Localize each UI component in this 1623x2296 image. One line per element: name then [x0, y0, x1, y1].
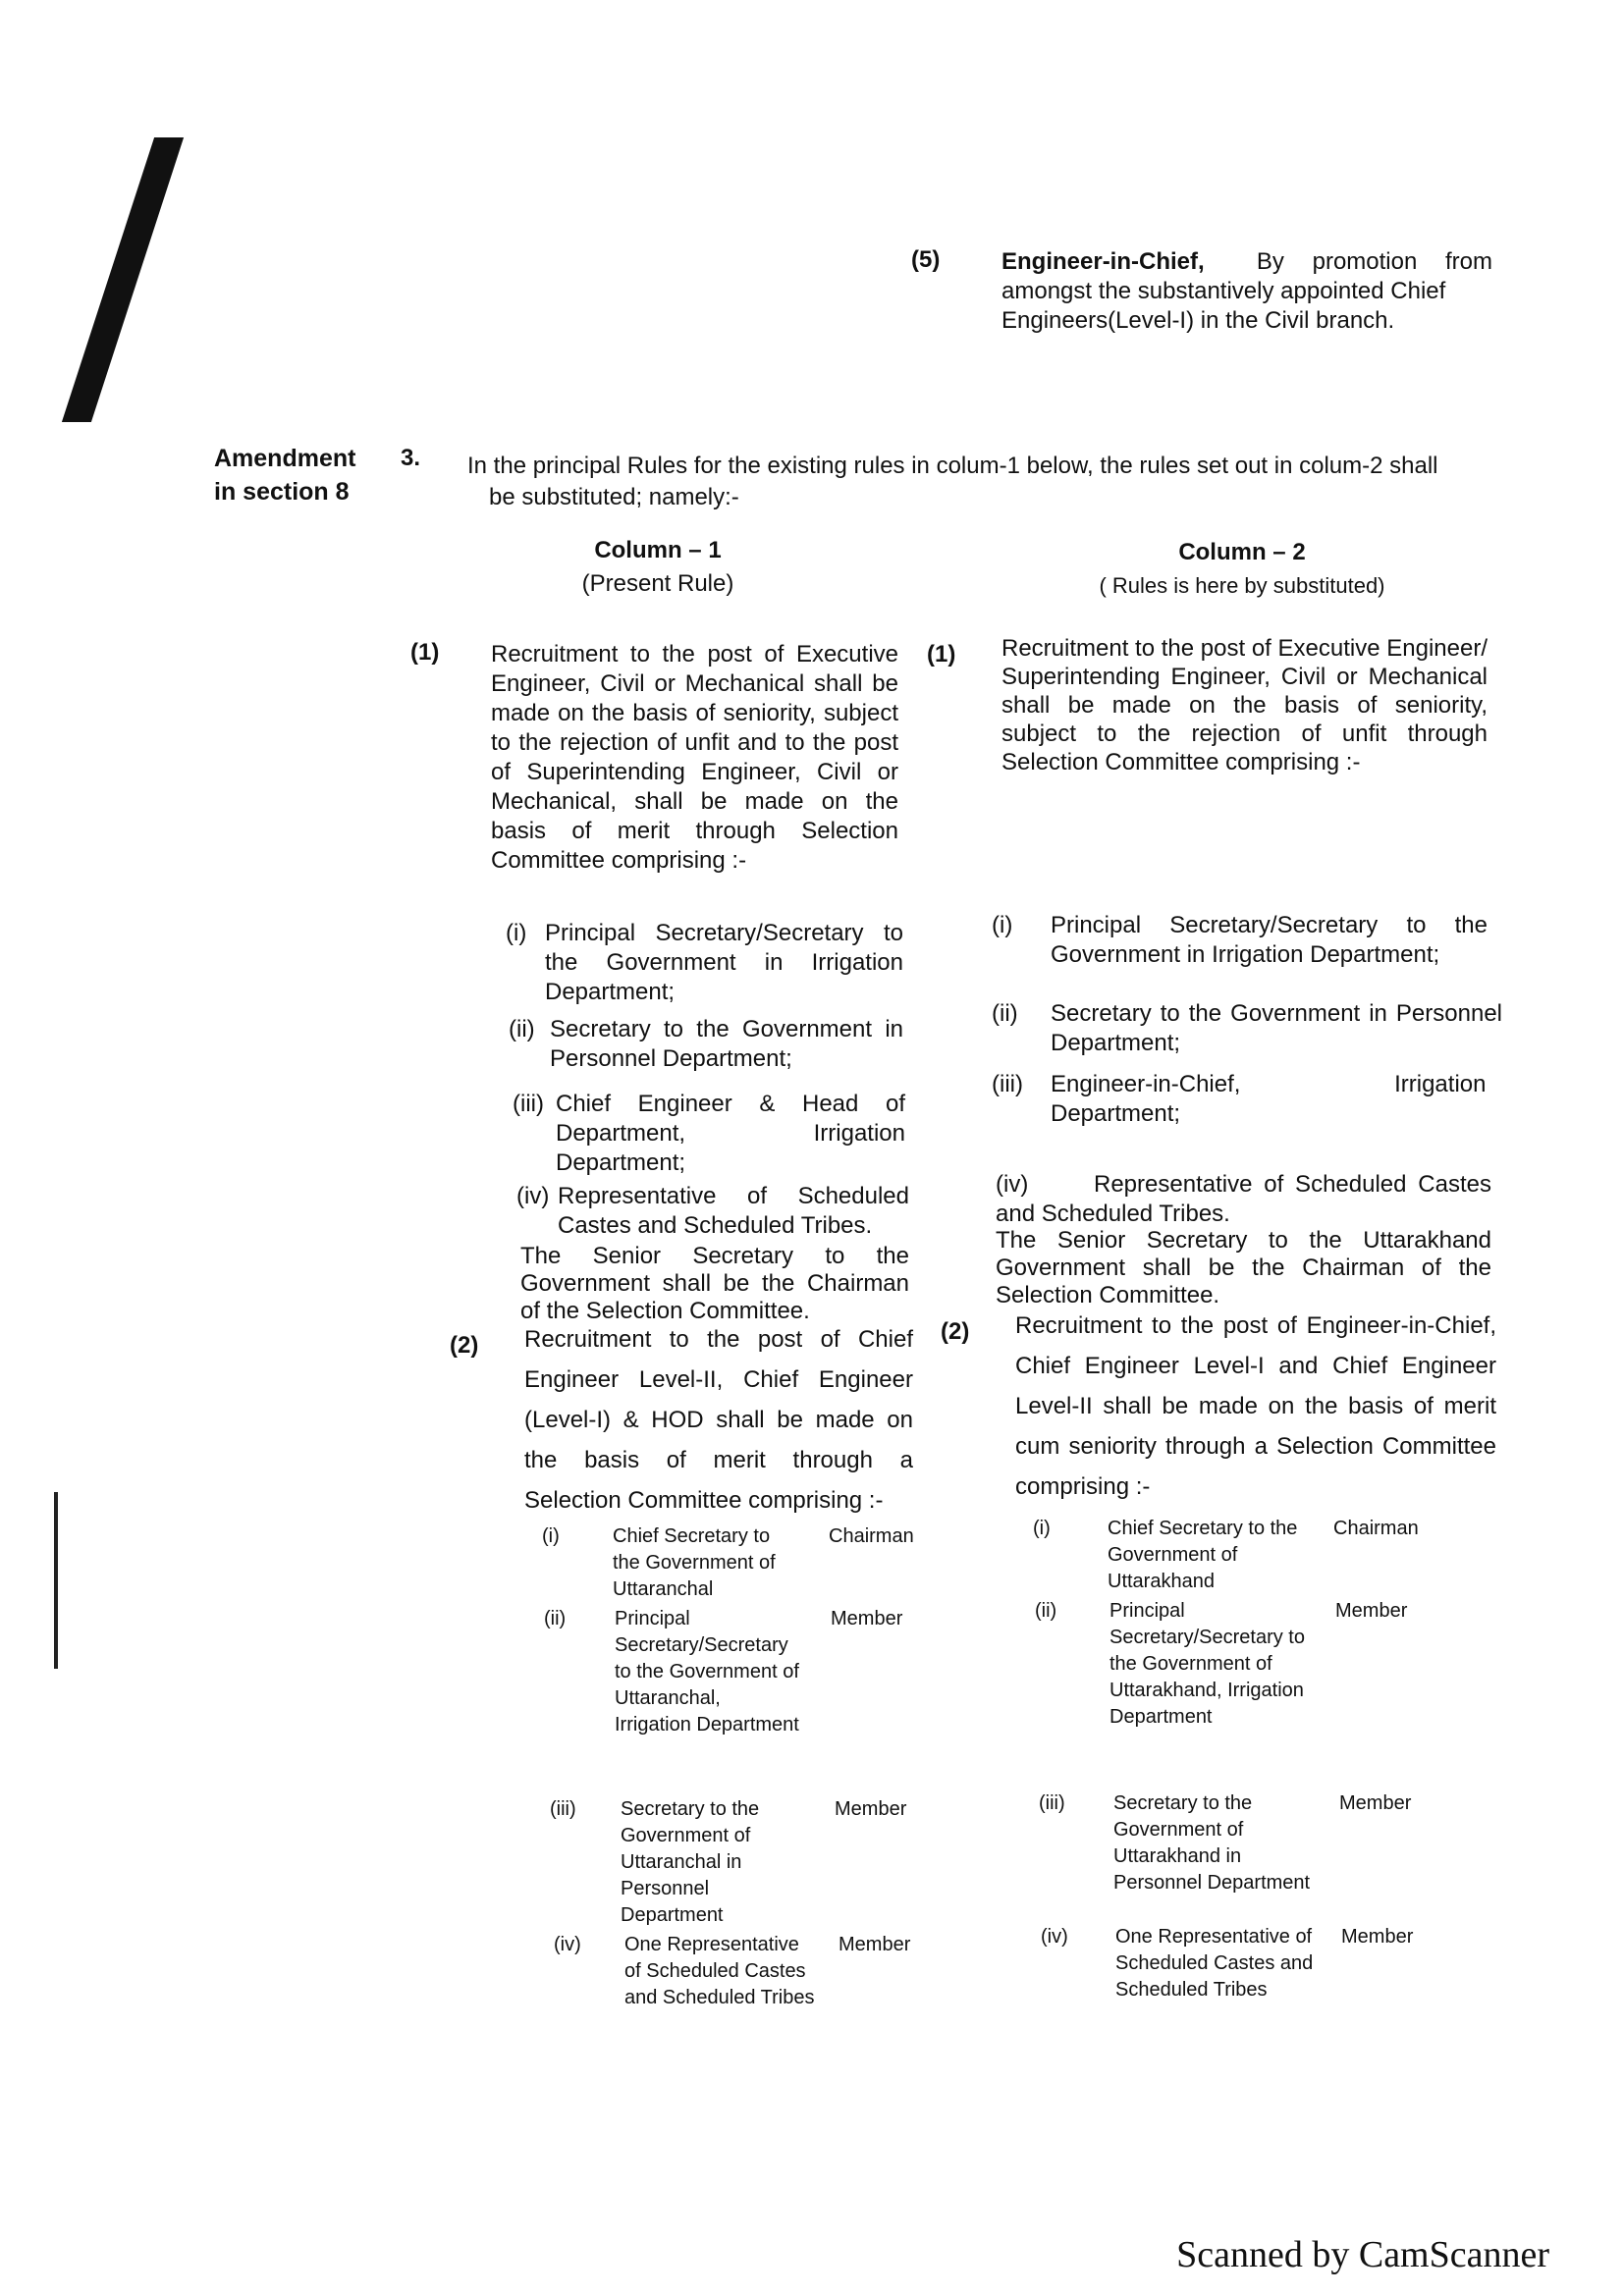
col1-committee-role: Chairman	[829, 1525, 914, 1547]
col1-rule1-tail: The Senior Secretary to the Government shall be the Chairman of the Selection Committee.	[520, 1243, 909, 1324]
col2-committee-row-3	[1039, 1790, 1481, 1896]
col2-rule1-item-1-text: Principal Secretary/Secretary to the Government in Irrigation Department;	[1051, 912, 1488, 968]
col1-committee-row-3	[550, 1796, 962, 1929]
col2-rule1-item-2-num: (ii)	[992, 1000, 1018, 1027]
col2-rule1-item-3	[992, 1070, 1492, 1129]
col2-committee-member: Chief Secretary to the Government of Uttarakhand	[1108, 1518, 1298, 1592]
col1-rule1-number: (1)	[410, 639, 440, 666]
col1-header-block	[511, 536, 805, 599]
col1-rule1-item-1	[506, 919, 903, 1007]
col1-rule1-item-2	[509, 1015, 903, 1074]
item5-block	[1001, 247, 1492, 336]
col2-rule1-number: (1)	[927, 641, 956, 667]
col2-rule1-text: Recruitment to the post of Executive Engineer/ Superintending Engineer, Civil or Mechanical shall be made on the basis of seniority, subject to the rejection of unfit through Selection Committee comprising :-	[1001, 635, 1488, 775]
col2-rule1-item-2-text: Secretary to the Government in Personnel Department;	[1051, 1000, 1502, 1056]
col1-rule1-item-1-num: (i)	[506, 920, 527, 946]
section3-line1: In the principal Rules for the existing rules in colum-1 below, the rules set out in colum-2 shall	[467, 453, 1438, 479]
col1-rule2-text: Recruitment to the post of Chief Engineer Level-II, Chief Engineer (Level-I) & HOD shall be made on the basis of merit through a Selection Committee comprising :-	[524, 1326, 913, 1514]
col2-rule1-item-3-text: Engineer-in-Chief, Irrigation Department;	[1051, 1071, 1487, 1127]
col2-committee-row-1	[1033, 1516, 1475, 1595]
col1-rule1-item-4	[516, 1182, 909, 1241]
col2-committee-member: Secretary to the Government of Uttarakhand in Personnel Department	[1113, 1792, 1311, 1894]
margin-note-line2: in section 8	[214, 478, 350, 506]
col2-committee-num: (iv)	[1041, 1926, 1068, 1948]
col2-committee-row-4	[1041, 1924, 1483, 2003]
col1-rule1-item-3-text: Chief Engineer & Head of Department, Irrigation Department;	[556, 1091, 905, 1176]
col2-rule1-item-4	[996, 1170, 1491, 1229]
item5-line3: Engineers(Level-I) in the Civil branch.	[1001, 307, 1395, 334]
col2-subheader: ( Rules is here by substituted)	[1099, 573, 1385, 598]
col1-committee-row-4	[554, 1932, 966, 2011]
item5-title: Engineer-in-Chief,	[1001, 248, 1205, 275]
camscanner-watermark: Scanned by CamScanner	[1176, 2234, 1549, 2275]
col1-committee-row-2	[544, 1606, 956, 1738]
scan-left-line	[54, 1492, 58, 1669]
col1-committee-member: Chief Secretary to the Government of Uttaranchal	[613, 1525, 776, 1600]
margin-note	[214, 442, 355, 508]
col2-committee-role: Member	[1335, 1600, 1408, 1622]
col2-committee-role: Member	[1341, 1926, 1414, 1948]
section3-number: 3.	[401, 445, 421, 471]
col1-committee-member: Principal Secretary/Secretary to the Government of Uttaranchal, Irrigation Department	[615, 1608, 799, 1735]
scan-edge-mark	[62, 137, 184, 422]
col1-committee-role: Member	[839, 1934, 911, 1955]
col1-rule1-item-4-text: Representative of Scheduled Castes and Scheduled Tribes.	[558, 1183, 909, 1239]
col2-committee-role: Chairman	[1333, 1518, 1419, 1539]
col2-rule1-item-2	[992, 999, 1502, 1058]
col1-rule1-item-3	[513, 1090, 905, 1178]
col2-rule1-item-3-num: (iii)	[992, 1071, 1023, 1097]
section3-line2: be substituted; namely:-	[489, 484, 739, 510]
col2-rule1-item-4-num: (iv)	[996, 1171, 1029, 1198]
col2-committee-row-2	[1035, 1598, 1477, 1731]
col1-committee-row-1	[542, 1523, 954, 1603]
col1-committee-num: (iii)	[550, 1798, 576, 1820]
col2-rule1-item-1	[992, 911, 1488, 970]
col2-committee-num: (i)	[1033, 1518, 1051, 1539]
col1-committee-num: (ii)	[544, 1608, 567, 1629]
col2-committee-num: (iii)	[1039, 1792, 1065, 1814]
col1-committee-role: Member	[831, 1608, 903, 1629]
col1-rule1-item-1-text: Principal Secretary/Secretary to the Government in Irrigation Department;	[545, 920, 903, 1005]
col1-rule1-item-4-num: (iv)	[516, 1183, 550, 1209]
col2-header: Column – 2	[1178, 539, 1306, 565]
item5-line2: amongst the substantively appointed Chief	[1001, 278, 1446, 304]
col2-rule2-number: (2)	[941, 1318, 970, 1345]
col2-rule1-item-4-text: Representative of Scheduled Castes and Scheduled Tribes.	[996, 1171, 1491, 1227]
col2-header-block	[1051, 538, 1434, 601]
col1-committee-role: Member	[835, 1798, 907, 1820]
col1-header: Column – 1	[594, 537, 722, 563]
col1-committee-member: One Representative of Scheduled Castes and Scheduled Tribes	[624, 1934, 815, 2008]
col1-committee-num: (i)	[542, 1525, 560, 1547]
col1-rule1-text: Recruitment to the post of Executive Engineer, Civil or Mechanical shall be made on the basis of seniority, subject to the rejection of unfit and to the post of Superintending Engineer, Civil or Mechanical, shall be made on the basis of merit through Selection Committee comprising :-	[491, 641, 898, 874]
col2-committee-member: One Representative of Scheduled Castes and Scheduled Tribes	[1115, 1926, 1314, 2001]
col1-rule1-item-3-num: (iii)	[513, 1091, 544, 1117]
col2-committee-member: Principal Secretary/Secretary to the Government of Uttarakhand, Irrigation Department	[1109, 1600, 1305, 1728]
col2-rule2-text: Recruitment to the post of Engineer-in-Chief, Chief Engineer Level-I and Chief Engineer Level-II shall be made on the basis of merit cum seniority through a Selection Committee comprising :-	[1015, 1312, 1496, 1500]
col1-committee-num: (iv)	[554, 1934, 581, 1955]
col2-rule1-tail: The Senior Secretary to the Uttarakhand Government shall be the Chairman of the Selection Committee.	[996, 1227, 1491, 1308]
col2-rule1-item-1-num: (i)	[992, 912, 1013, 938]
col2-committee-num: (ii)	[1035, 1600, 1057, 1622]
col1-rule2-number: (2)	[450, 1332, 479, 1359]
col1-rule1-item-2-text: Secretary to the Government in Personnel Department;	[550, 1016, 903, 1072]
col2-committee-role: Member	[1339, 1792, 1412, 1814]
margin-note-line1: Amendment	[214, 445, 356, 472]
item5-line1: By promotion from	[1256, 248, 1492, 275]
col1-committee-member: Secretary to the Government of Uttaranchal in Personnel Department	[621, 1798, 760, 1926]
item5-number: (5)	[911, 246, 941, 273]
col1-subheader: (Present Rule)	[581, 570, 734, 597]
col1-rule1-item-2-num: (ii)	[509, 1016, 535, 1042]
